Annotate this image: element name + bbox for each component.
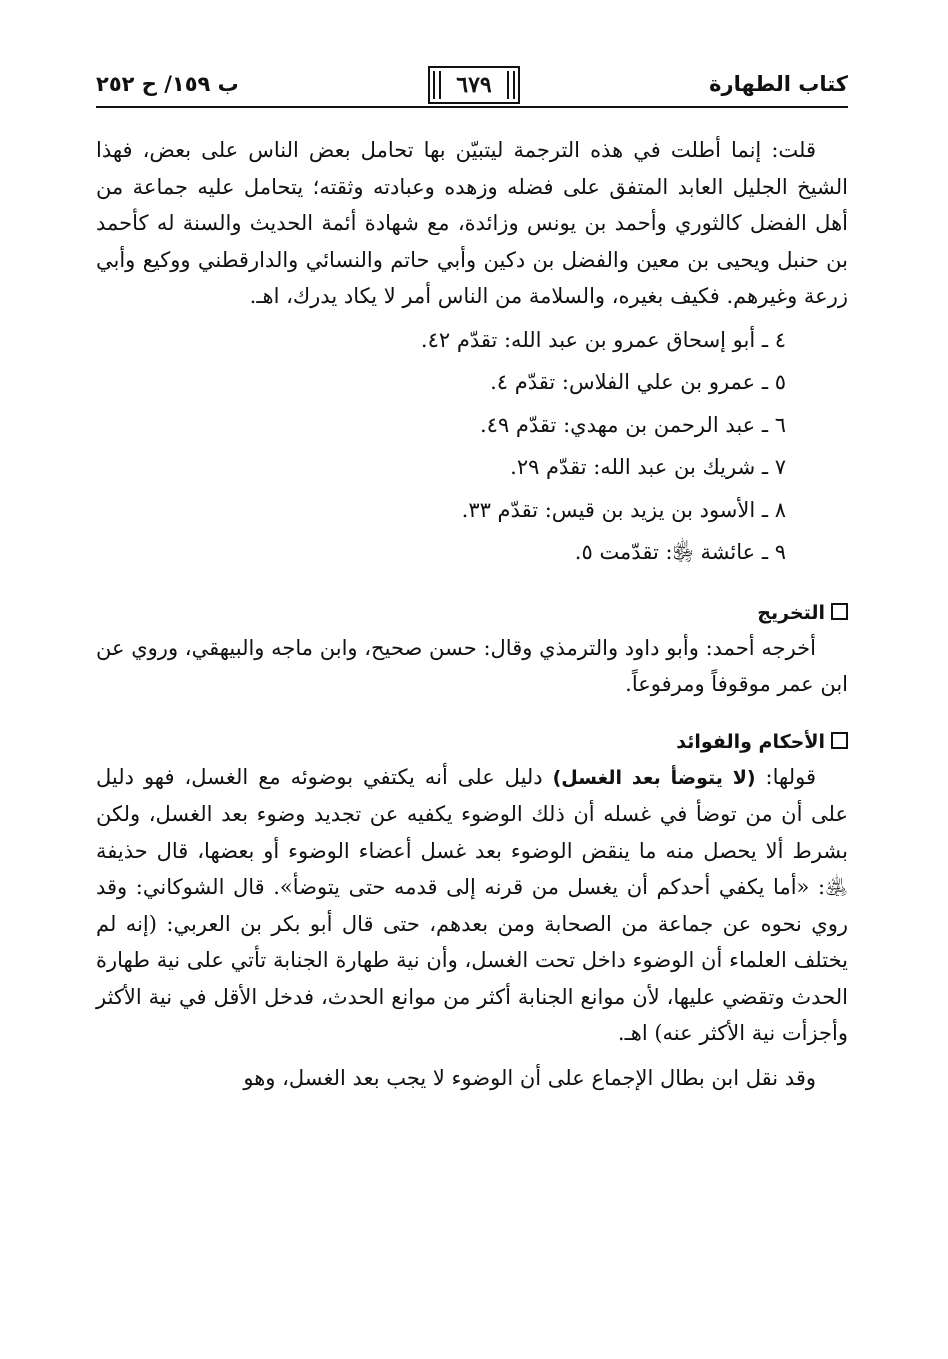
narrator-item: ٧ ـ شريك بن عبد الله: تقدّم ٢٩.: [510, 455, 786, 479]
header-divider: [96, 106, 848, 108]
ahkam-heading: [96, 725, 848, 759]
takhrij-section: [96, 596, 848, 703]
ahkam-bold-quote: (لا يتوضأ بعد الغسل): [552, 766, 756, 789]
ahkam-last-paragraph: وقد نقل ابن بطال الإجماع على أن الوضوء لا يجب بعد الغسل، وهو: [243, 1065, 816, 1090]
ahkam-section: [96, 725, 848, 1097]
narrator-item: ٩ ـ عائشة ﵂: تقدّمت ٥.: [574, 540, 786, 564]
page-header: [96, 60, 848, 110]
book-title: كتاب الطهارة: [709, 72, 848, 96]
page-body: [96, 132, 848, 1096]
page-number: ٦٧٩: [428, 66, 520, 104]
square-bullet-icon: [831, 732, 848, 749]
narrator-item: ٥ ـ عمرو بن علي الفلاس: تقدّم ٤.: [490, 370, 786, 394]
narrator-item: ٨ ـ الأسود بن يزيد بن قيس: تقدّم ٣٣.: [461, 497, 786, 522]
ahkam-paragraph: [96, 759, 848, 1052]
square-bullet-icon: [831, 603, 848, 620]
takhrij-paragraph: أخرجه أحمد: وأبو داود والترمذي وقال: حسن صحيح، وابن ماجه والبيهقي، وروي عن ابن عمر موقوفاً ومرفوعاً.: [96, 635, 848, 696]
takhrij-heading-label: التخريج: [757, 601, 825, 624]
ahkam-text-before: قولها:: [755, 764, 816, 789]
narrators-list: [96, 319, 848, 574]
ahkam-text-after: دليل على أنه يكتفي بوضوئه مع الغسل، فهو دليل على أن من توضأ في غسله أن ذلك الوضوء يكفيه عن تجديد وضوء بعد الغسل، ولكن بشرط ألا يحصل منه ما ينقض الوضوء بعد غسل أعضاء الوضوء أو بعضها، قال حذيفة ﵁: «أما يكفي أحدكم أن يغسل من قرنه إلى قدمه حتى يتوضأ». قال الشوكاني: وقد روي نحوه عن جماعة من الصحابة ومن بعدهم، حتى قال أبو بكر بن العربي: (إنه لم يختلف العلماء أن الوضوء داخل تحت الغسل، وأن نية طهارة الجنابة تأتي على نية طهارة الحدث وتقضي عليها، لأن موانع الجنابة أكثر من موانع الحدث، فدخل الأقل في نية الأكثر وأجزأت نية الأكثر عنه) اهـ.: [96, 764, 849, 1045]
takhrij-heading: [96, 596, 848, 630]
narrator-item: ٤ ـ أبو إسحاق عمرو بن عبد الله: تقدّم ٤٢.: [420, 327, 786, 352]
ahkam-heading-label: الأحكام والفوائد: [676, 730, 825, 753]
narrator-item: ٦ ـ عبد الرحمن بن مهدي: تقدّم ٤٩.: [479, 412, 786, 437]
chapter-hadith-reference: ب ١٥٩/ ح ٢٥٢: [96, 72, 239, 96]
intro-paragraph: قلت: إنما أطلت في هذه الترجمة ليتبيّن بها تحامل بعض الناس على بعض، فهذا الشيخ الجليل العابد المتفق على فضله وزهده وعبادته وثقته؛ يتحامل عليه جماعة من أهل الفضل كالثوري وأحمد بن يونس وزائدة، مع شهادة أئمة الحديث والسنة له كأحمد بن حنبل ويحيى بن معين والفضل بن دكين وأبي حاتم والنسائي والدارقطني ووكيع وأبي زرعة وغيرهم. فكيف بغيره، والسلامة من الناس أمر لا يكاد يدرك، اهـ.: [96, 138, 848, 308]
